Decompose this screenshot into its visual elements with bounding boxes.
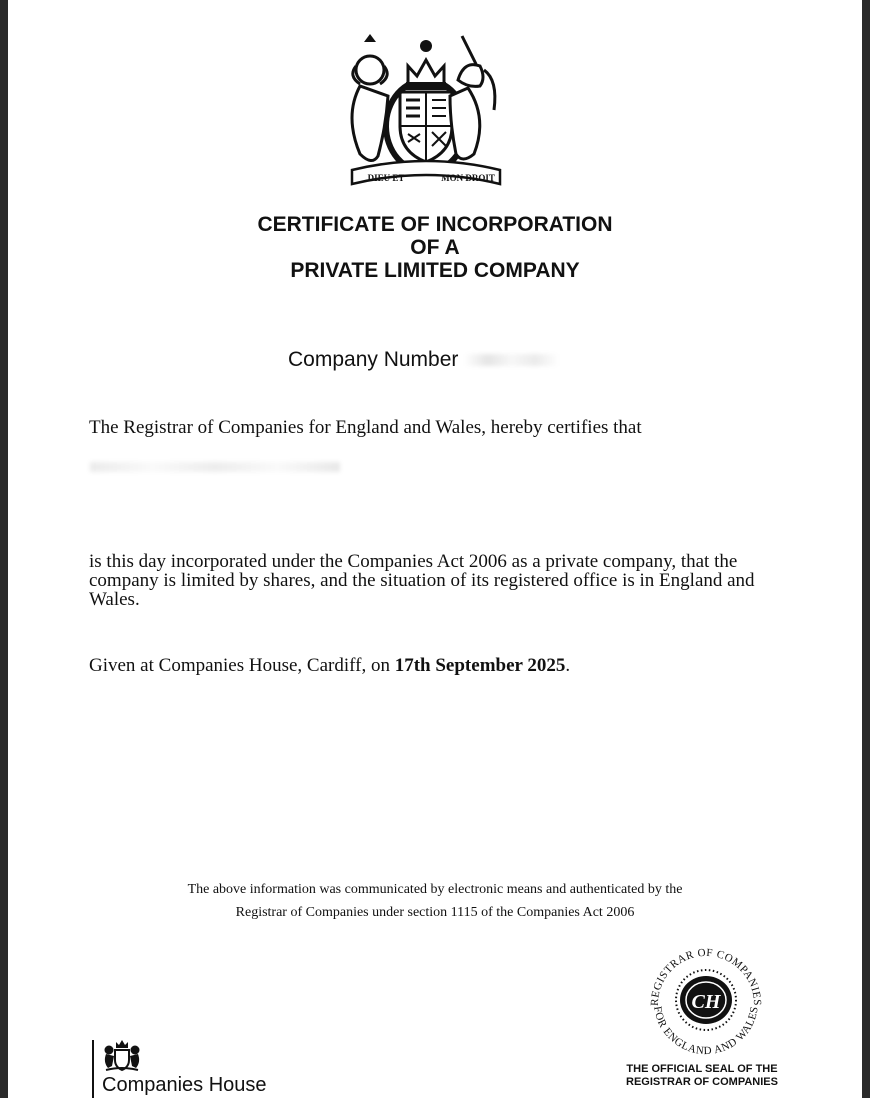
seal-caption-line-2: REGISTRAR OF COMPANIES [626, 1076, 778, 1088]
seal-caption [612, 1063, 792, 1089]
svg-text:MON DROIT: MON DROIT [441, 173, 495, 183]
company-name-redacted [90, 462, 340, 472]
company-number-label: Company Number [288, 348, 459, 371]
authentication-line-1: The above information was communicated by electronic means and authenticated by the [187, 882, 683, 897]
brand-divider [92, 1040, 94, 1098]
certificate-page [8, 0, 862, 1098]
companies-house-crest-icon [102, 1038, 142, 1074]
authentication-note [8, 878, 862, 924]
company-number-redacted [464, 354, 559, 366]
given-at-statement [89, 655, 570, 677]
svg-text:CH: CH [691, 991, 721, 1013]
given-prefix: Given at Companies House, Cardiff, on [89, 655, 395, 676]
authentication-line-2: Registrar of Companies under section 1115 of the Companies Act 2006 [235, 905, 635, 920]
certificate-title-line-1: CERTIFICATE OF INCORPORATION [257, 213, 613, 236]
incorporation-statement: is this day incorporated under the Companies Act 2006 as a private company, that the company is limited by shares, and the situation of its registered office is in England and Wales. [89, 551, 755, 610]
svg-text:DIEU ET: DIEU ET [367, 173, 405, 183]
svg-text:FOR ENGLAND AND WALES: FOR ENGLAND AND WALES [651, 1005, 761, 1058]
incorporation-date: 17th September 2025 [394, 655, 566, 676]
companies-house-brand: Companies House [102, 1074, 267, 1096]
certificate-title-line-3: PRIVATE LIMITED COMPANY [290, 259, 580, 282]
official-seal-icon [644, 938, 768, 1062]
royal-coat-of-arms-icon [338, 30, 514, 188]
certificate-title-line-2: OF A [410, 236, 460, 259]
company-number [288, 348, 559, 372]
given-suffix: . [565, 655, 571, 676]
seal-caption-line-1: THE OFFICIAL SEAL OF THE [626, 1063, 778, 1075]
svg-text:REGISTRAR OF COMPANIES: REGISTRAR OF COMPANIES [648, 946, 764, 1007]
certifies-statement: The Registrar of Companies for England and Wales, hereby certifies that [89, 417, 642, 438]
